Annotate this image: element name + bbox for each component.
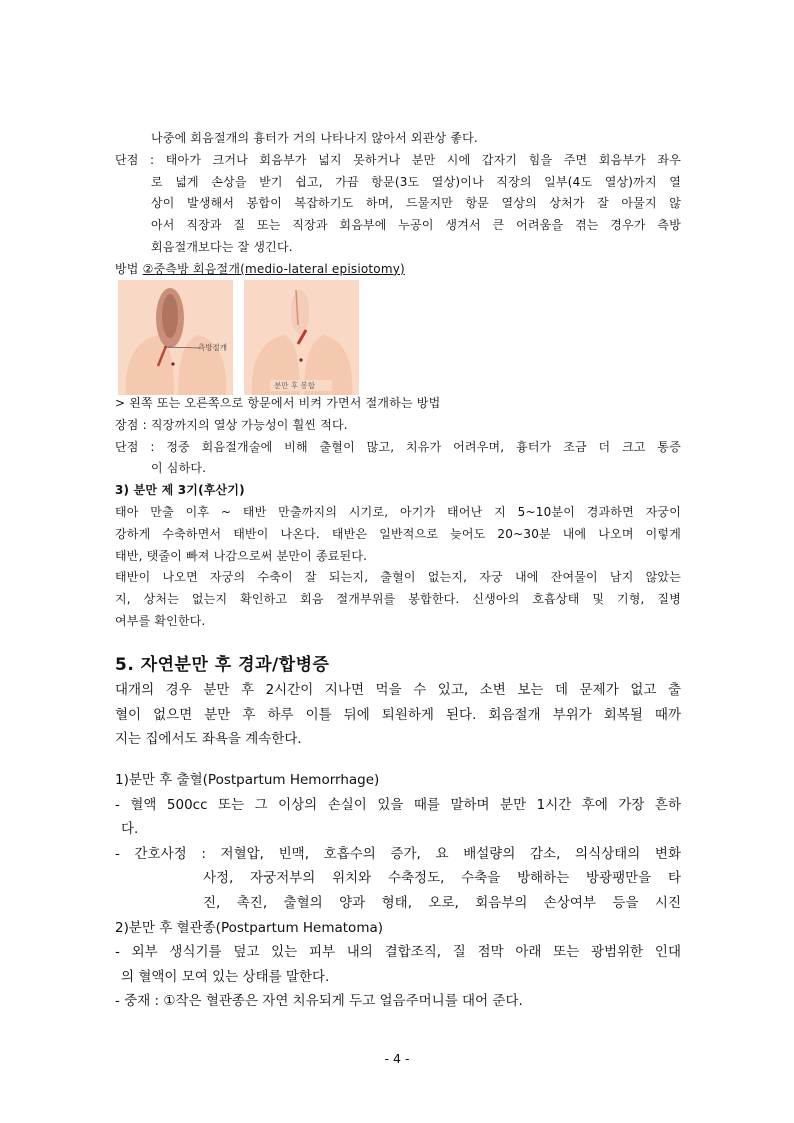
complications-block	[115, 768, 681, 1014]
section-title: 5. 자연분만 후 경과/합병증	[115, 655, 330, 675]
top-text-block	[115, 128, 681, 281]
text-line: > 왼쪽 또는 오른쪽으로 항문에서 비켜 가면서 절개하는 방법	[115, 396, 441, 410]
text-line: - 혈액 500cc 또는 그 이상의 손실이 있을 때를 말하며 분만 1시간 후에 가장 흔하	[115, 796, 681, 813]
text-line: 다.	[121, 821, 139, 838]
text-line: 장점 : 직장까지의 열상 가능성이 훨씬 적다.	[115, 417, 348, 432]
text-line: 단점 : 정중 회음절개술에 비해 출혈이 많고, 치유가 어려우며, 흉터가 조금 더 크고 통증	[115, 439, 681, 454]
text-line: - 중재 : ①작은 혈관종은 자연 치유되게 두고 얼음주머니를 대어 준다.	[115, 993, 523, 1010]
text-line: 지, 상처는 없는지 확인하고 회음 절개부위를 봉합한다. 신생아의 호흡상태 및 기형, 질병	[115, 592, 681, 607]
subheading: 2)분만 후 혈관종(Postpartum Hematoma)	[115, 919, 384, 936]
text-line: 아서 직장과 질 또는 직장과 회음부에 누공이 생겨서 큰 어려움을 겪는 경우가 측방	[151, 218, 681, 233]
text-line: 나중에 회음절개의 흉터가 거의 나타나지 않아서 외관상 좋다.	[151, 131, 478, 145]
fig2-label: 분만 후 봉합	[274, 381, 315, 390]
section-intro	[115, 678, 681, 752]
text-line: 의 혈액이 모여 있는 상태를 말한다.	[121, 968, 330, 985]
subheading: 1)분만 후 출혈(Postpartum Hemorrhage)	[115, 772, 380, 788]
text-line: 태반이 나오면 자궁의 수축이 잘 되는지, 출혈이 없는지, 자궁 내에 잔여물이 남지 않았는	[115, 570, 681, 585]
mid-text-block	[115, 393, 681, 633]
method-line	[115, 259, 681, 281]
text-line: 지는 집에서도 좌욕을 계속한다.	[115, 731, 302, 748]
text-line: 사정, 자궁저부의 위치와 수축정도, 수축을 방해하는 방광팽만을 타	[203, 870, 681, 887]
stage-title: 3) 분만 제 3기(후산기)	[115, 483, 245, 498]
text-line: 로 넓게 손상을 받기 쉽고, 가끔 항문(3도 열상)이나 직장의 일부(4도 열상)까지 열	[151, 174, 681, 189]
text-line: 태아 만출 이후 ~ 태반 만출까지의 시기로, 아기가 태어난 지 5~10분이 경과하면 자궁이	[115, 504, 681, 519]
text-line: 혈이 없으면 분만 후 하루 이틀 뒤에 퇴원하게 된다. 회음절개 부위가 회복될 때까	[115, 706, 681, 723]
page-number: - 4 -	[384, 1051, 410, 1066]
text-line: 단점 : 태아가 크거나 회음부가 넓지 못하거나 분만 시에 갑자기 힘을 주면 회음부가 좌우	[115, 152, 681, 167]
text-line: 여부를 확인한다.	[115, 613, 206, 628]
text-line: 상이 발생해서 봉합이 복잡하기도 하며, 드물지만 항문 열상의 상처가 잘 아물지 않	[151, 196, 681, 211]
text-line: 태반, 탯줄이 빠져 나감으로써 분만이 종료된다.	[115, 548, 368, 563]
fig1-label: 측방절개	[198, 343, 227, 352]
text-line: 대개의 경우 분만 후 2시간이 지나면 먹을 수 있고, 소변 보는 데 문제가 없고 출	[115, 682, 681, 698]
lateral-incision-illustration	[118, 280, 233, 395]
text-line: - 외부 생식기를 덮고 있는 피부 내의 결합조직, 질 점막 아래 또는 광범위한 인대	[115, 944, 681, 961]
text-line: 회음절개보다는 잘 생긴다.	[151, 239, 293, 254]
text-line: 이 심하다.	[151, 461, 207, 476]
sutured-incision-illustration	[244, 280, 359, 395]
text-line: 강하게 수축하면서 태반이 나온다. 태반은 일반적으로 늦어도 20~30분 내에 나오며 이렇게	[115, 526, 681, 541]
text-line: - 간호사정 : 저혈압, 빈맥, 호흡수의 증가, 요 배설량의 감소, 의식상태의 변화	[115, 845, 681, 862]
text-line: 진, 촉진, 출혈의 양과 형태, 오로, 회음부의 손상여부 등을 시진	[203, 894, 681, 911]
method-title: ②중측방 회음절개(medio-lateral episiotomy)	[142, 261, 405, 276]
method-prefix: 방법	[115, 261, 143, 276]
